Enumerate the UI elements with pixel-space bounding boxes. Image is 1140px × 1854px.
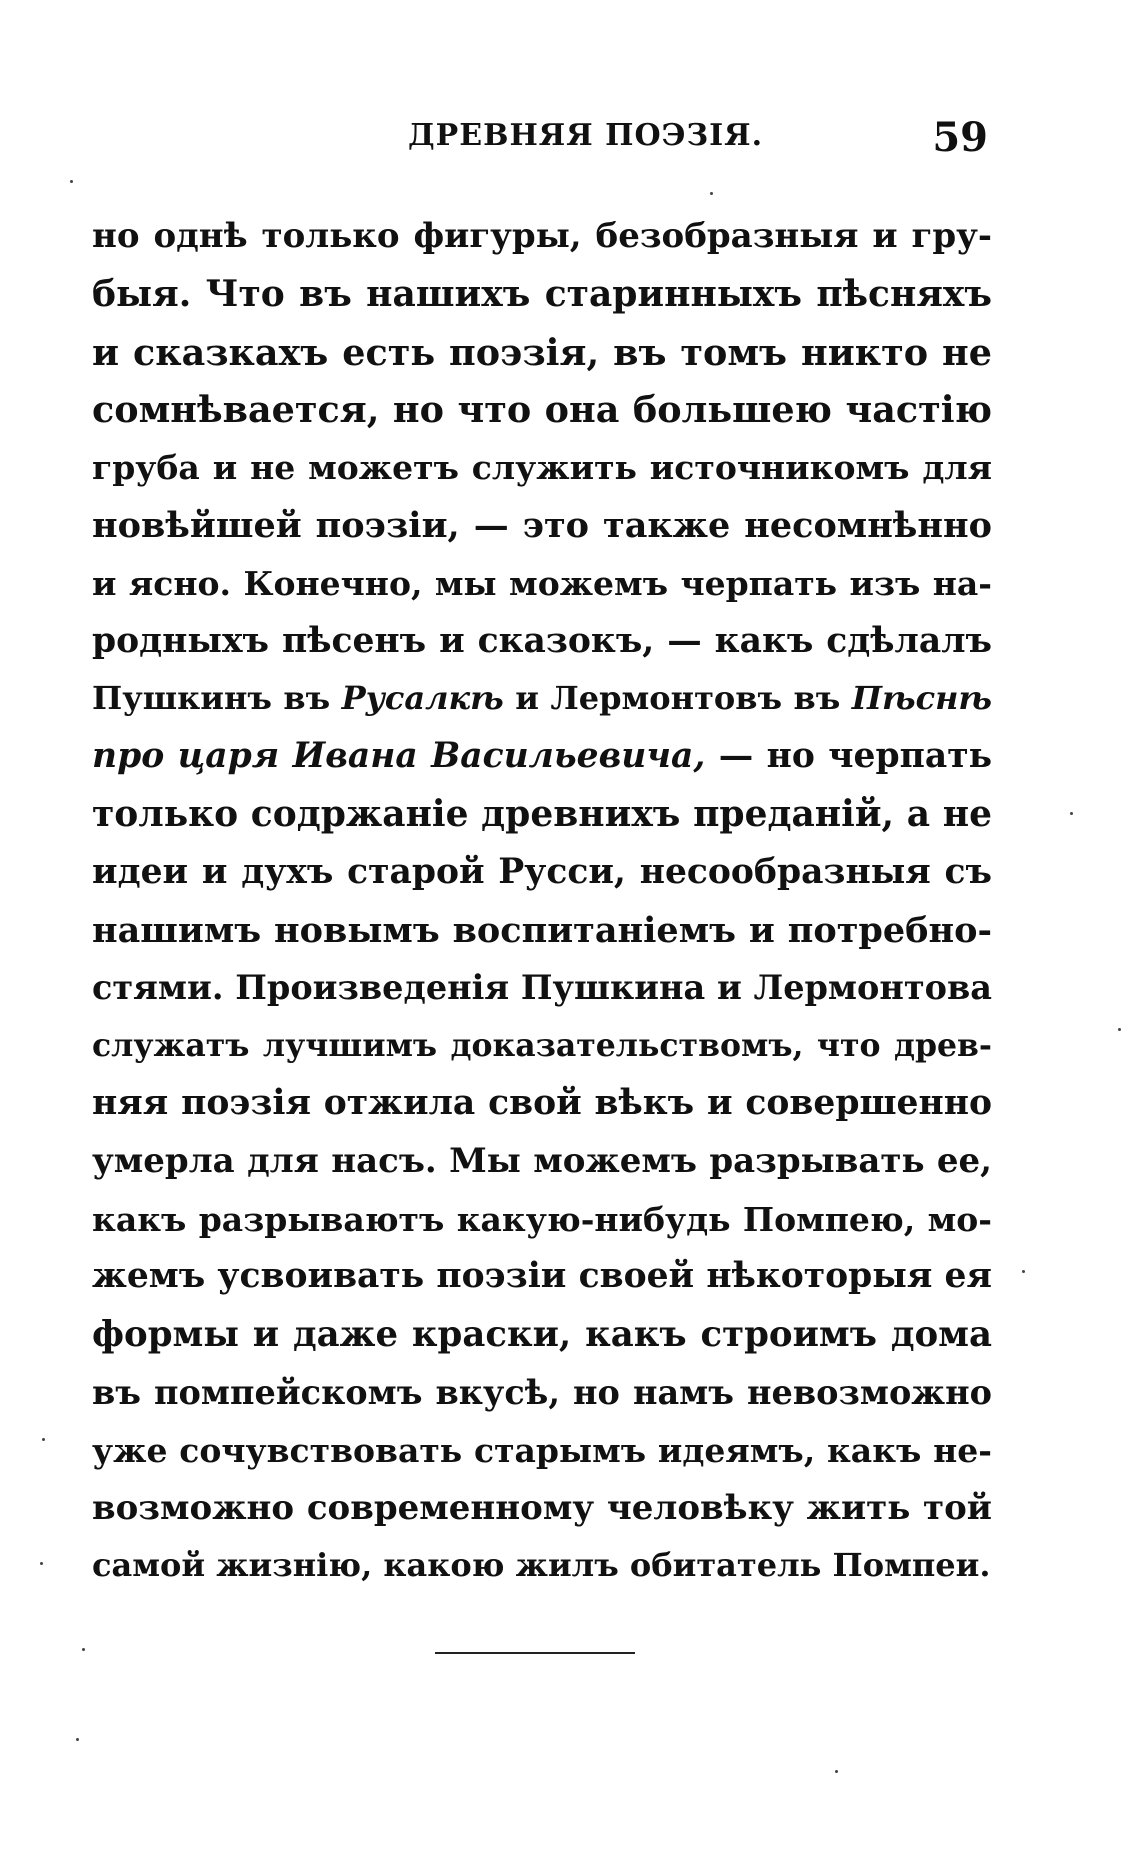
page-header bbox=[90, 114, 990, 161]
text-line: какъ разрываютъ какую-нибудь Помпею, мо- bbox=[92, 1199, 992, 1239]
text-line: формы и даже краски, какъ строимъ дома bbox=[92, 1314, 992, 1356]
text-line: стями. Произведенія Пушкина и Лермонтова bbox=[92, 968, 992, 1008]
text-line: умерла для насъ. Мы можемъ разрывать ее, bbox=[92, 1140, 992, 1181]
text-line: служатъ лучшимъ доказательствомъ, что древ- bbox=[92, 1027, 992, 1065]
paper-speck bbox=[82, 1648, 85, 1651]
paper-speck bbox=[835, 1770, 838, 1773]
paper-speck bbox=[70, 180, 73, 183]
text-line: новѣйшей поэзіи, — это также несомнѣнно bbox=[92, 504, 992, 546]
text-line: въ помпейскомъ вкусѣ, но намъ невозможно bbox=[92, 1372, 992, 1412]
paper-speck bbox=[1118, 1028, 1121, 1031]
text-line: только содржаніе древнихъ преданій, а не bbox=[92, 792, 992, 835]
text-line: сомнѣвается, но что она большею частію bbox=[92, 388, 992, 432]
text-line: груба и не можетъ служить источникомъ для bbox=[92, 448, 992, 488]
paper-speck bbox=[710, 192, 713, 195]
italic-title-pesn: Пѣснѣ bbox=[851, 679, 993, 718]
text-line-mixed bbox=[92, 670, 992, 728]
text-line-last: самой жизнію, какою жилъ обитатель Помпеи. bbox=[92, 1546, 991, 1585]
text-line: жемъ усвоивать поэзіи своей нѣкоторыя ея bbox=[92, 1256, 992, 1297]
paper-speck bbox=[1022, 1270, 1025, 1273]
text-line: родныхъ пѣсенъ и сказокъ, — какъ сдѣлалъ bbox=[92, 620, 992, 661]
text-line: и ясно. Конечно, мы можемъ черпать изъ на- bbox=[92, 563, 992, 603]
text-line: и сказкахъ есть поэзія, въ томъ никто не bbox=[92, 330, 992, 374]
text-line: быя. Что въ нашихъ старинныхъ пѣсняхъ bbox=[92, 272, 992, 315]
running-head: ДРЕВНЯЯ ПОЭЗІЯ. bbox=[408, 118, 764, 153]
text-run: Пушкинъ въ bbox=[92, 679, 342, 718]
body-text bbox=[92, 208, 992, 1595]
paper-speck bbox=[40, 1562, 43, 1565]
text-run: — но черпать bbox=[705, 736, 992, 777]
paper-speck bbox=[42, 1438, 45, 1441]
paper-speck bbox=[1070, 812, 1073, 815]
text-line: идеи и духъ старой Русси, несообразныя съ bbox=[92, 851, 992, 892]
text-line: возможно современному человѣку жить той bbox=[92, 1487, 992, 1528]
paper-speck bbox=[76, 1738, 79, 1741]
italic-title-rusalka: Русалкѣ bbox=[341, 679, 504, 718]
section-end-rule bbox=[435, 1652, 635, 1654]
text-line: но однѣ только фигуры, безобразныя и гру- bbox=[92, 216, 992, 256]
page-number: 59 bbox=[932, 114, 988, 161]
text-line-mixed bbox=[92, 728, 992, 786]
text-line: нашимъ новымъ воспитаніемъ и потребно- bbox=[92, 909, 992, 951]
text-line: няя поэзія отжила свой вѣкъ и совершенно bbox=[92, 1082, 992, 1123]
italic-title-ivan: про царя Ивана Васильевича, bbox=[92, 736, 706, 777]
text-line: уже сочувствовать старымъ идеямъ, какъ не- bbox=[92, 1430, 992, 1470]
text-run: и Лермонтовъ въ bbox=[503, 679, 852, 718]
